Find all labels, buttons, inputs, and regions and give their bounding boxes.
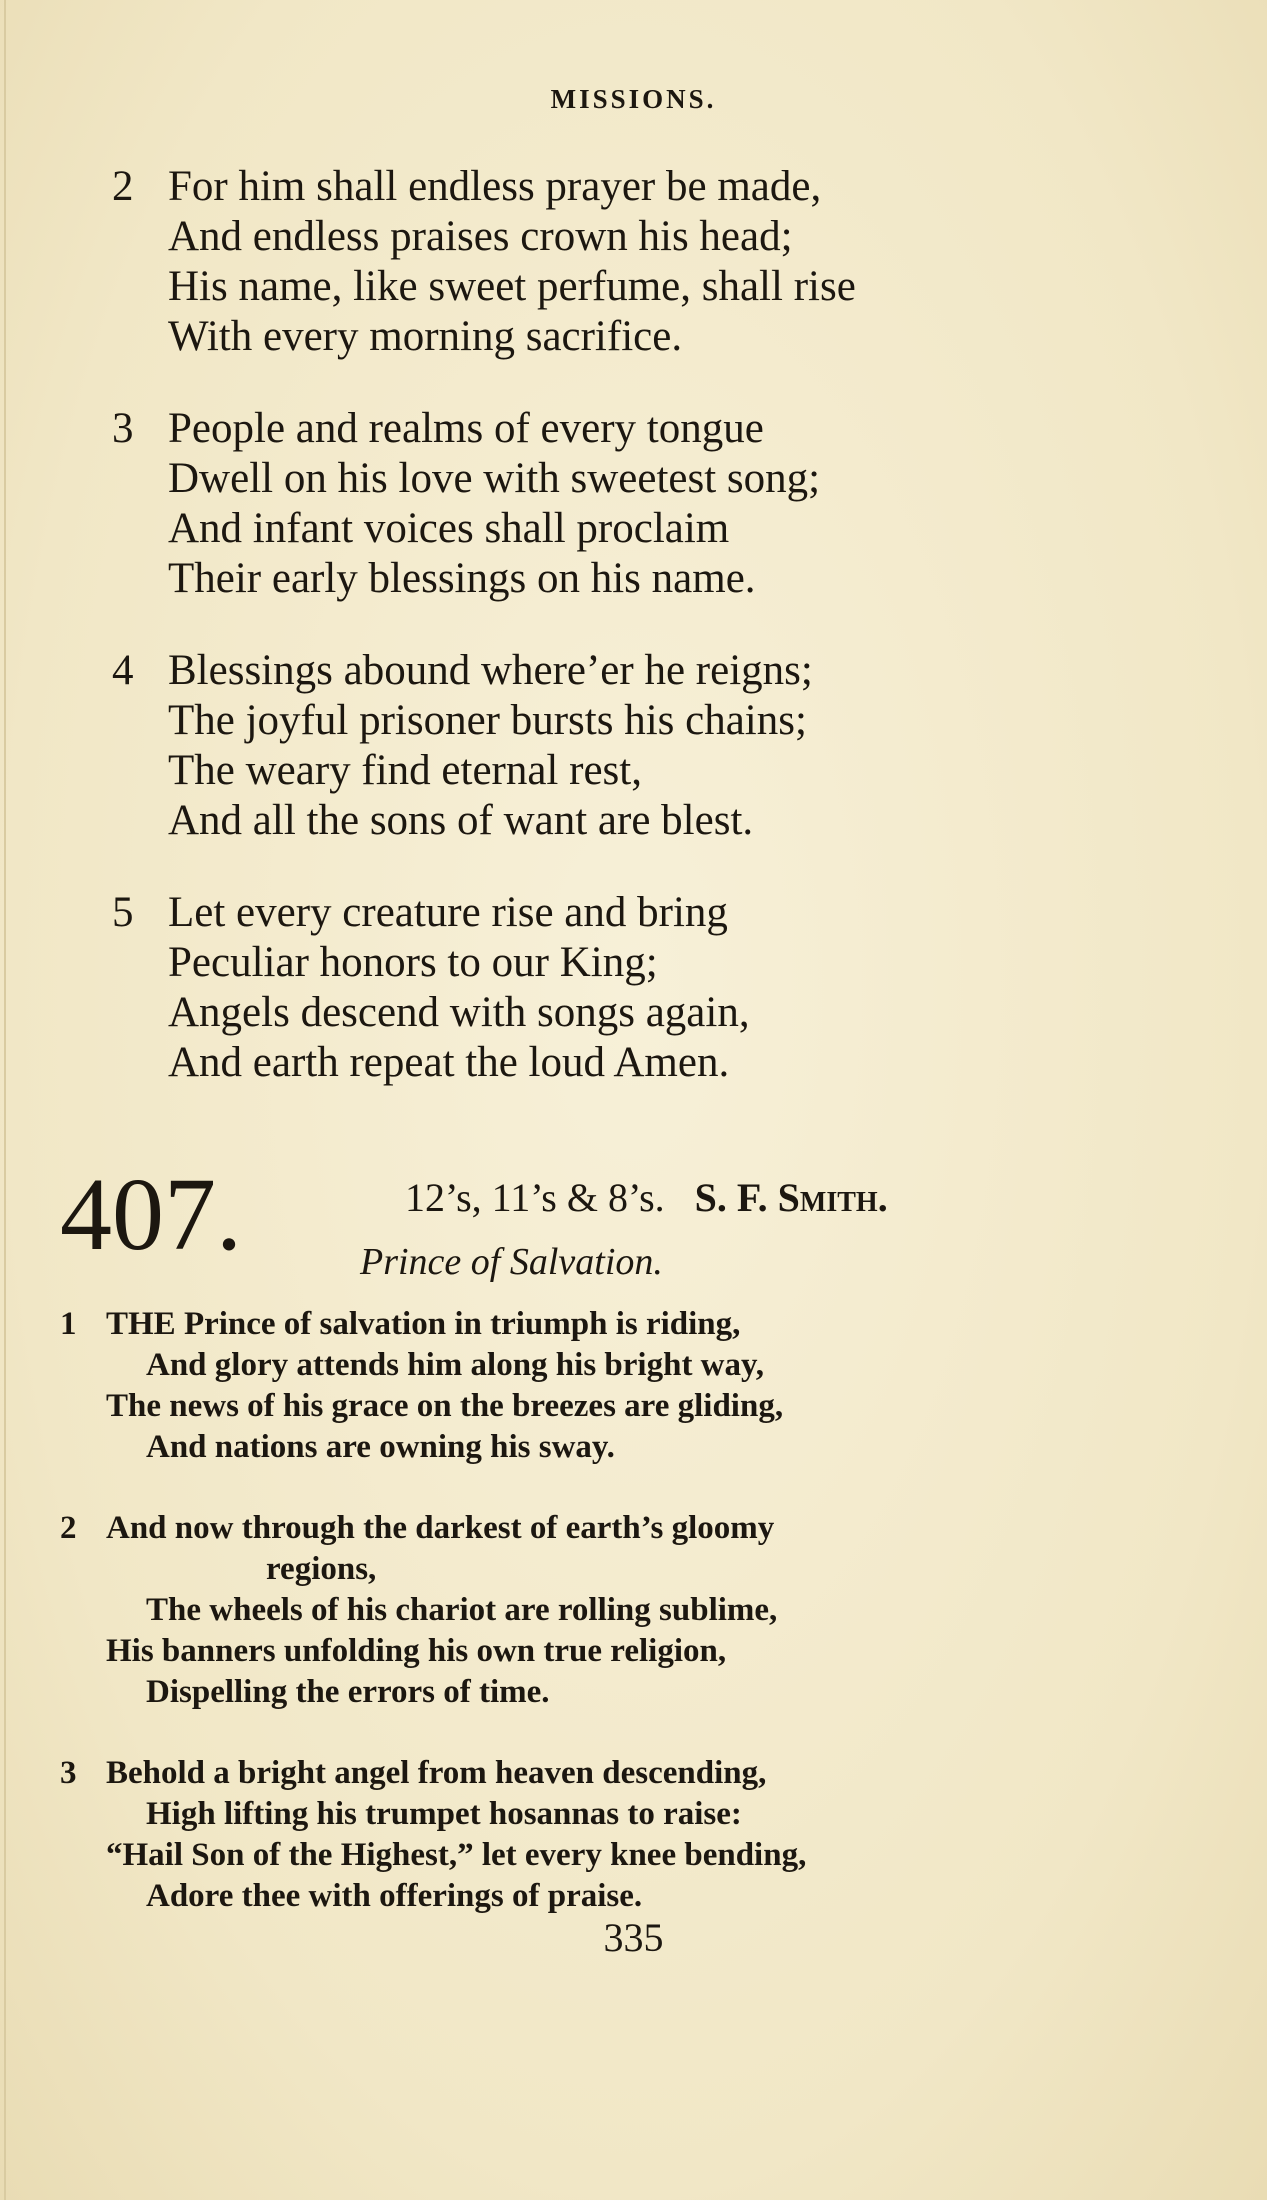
verse-line: 2 For him shall endless prayer be made, (112, 163, 822, 210)
verse-line: The joyful prisoner bursts his chains; (168, 697, 807, 744)
page-number: 335 (603, 1915, 664, 1960)
verse-line: 1 THE Prince of salvation in triumph is riding, (60, 1304, 1220, 1345)
verse-number: 4 (112, 647, 134, 694)
verse-number: 2 (60, 1510, 77, 1546)
verse-line: High lifting his trumpet hosannas to raise: (146, 1796, 742, 1832)
verse-line: Adore thee with offerings of praise. (146, 1878, 643, 1914)
verse-line: The news of his grace on the breezes are gliding, (106, 1388, 784, 1424)
verse-line: And nations are owning his sway. (146, 1429, 615, 1465)
stanza-5 (112, 888, 1192, 1088)
verse-line: The weary find eternal rest, (168, 747, 642, 794)
meter-author-line (405, 1174, 888, 1221)
stanza-1 (60, 1304, 1220, 1468)
verse-line: And infant voices shall proclaim (168, 505, 730, 552)
verse-line: 3 Behold a bright angel from heaven descending, (60, 1753, 1220, 1794)
hymn-title: Prince of Salvation. (360, 1241, 663, 1283)
verse-line: Their early blessings on his name. (168, 555, 756, 602)
hymn-407-header (60, 1157, 1220, 1310)
verse-number: 3 (112, 405, 134, 452)
stanza-2 (112, 162, 1192, 362)
verse-line: And endless praises crown his head; (168, 213, 793, 260)
running-head: MISSIONS. (550, 84, 717, 114)
hymn-406-continuation (112, 162, 1192, 1130)
verse-line: With every morning sacrifice. (168, 313, 683, 360)
verse-line: Dwell on his love with sweetest song; (168, 455, 821, 502)
verse-line: 3 People and realms of every tongue (112, 405, 764, 452)
stanza-2 (60, 1508, 1220, 1713)
verse-number: 3 (60, 1755, 77, 1791)
stanza-3 (112, 404, 1192, 604)
meter: 12’s, 11’s & 8’s. (405, 1175, 665, 1220)
verse-line: 2 And now through the darkest of earth’s gloomy (60, 1508, 1220, 1549)
verse-line: And glory attends him along his bright way, (146, 1347, 764, 1383)
verse-line: 5 Let every creature rise and bring (112, 889, 728, 936)
verse-line: Peculiar honors to our King; (168, 939, 658, 986)
verse-line: “Hail Son of the Highest,” let every knee bending, (106, 1837, 807, 1873)
verse-line: His name, like sweet perfume, shall rise (168, 263, 856, 310)
verse-line: The wheels of his chariot are rolling sublime, (146, 1592, 778, 1628)
verse-line: And all the sons of want are blest. (168, 797, 754, 844)
verse-number: 1 (60, 1306, 77, 1342)
hymn-407-text (60, 1304, 1220, 1957)
author: S. F. Smith. (694, 1175, 888, 1220)
page-edge (4, 0, 6, 2200)
verse-number: 5 (112, 889, 134, 936)
hymn-number: 407. (60, 1157, 242, 1272)
verse-line: regions, (266, 1551, 377, 1587)
verse-line: His banners unfolding his own true religion, (106, 1633, 727, 1669)
verse-line: And earth repeat the loud Amen. (168, 1039, 730, 1086)
stanza-3 (60, 1753, 1220, 1917)
stanza-4 (112, 646, 1192, 846)
verse-line: 4 Blessings abound where’er he reigns; (112, 647, 813, 694)
verse-line: Angels descend with songs again, (168, 989, 750, 1036)
verse-line: Dispelling the errors of time. (146, 1674, 550, 1710)
verse-number: 2 (112, 163, 134, 210)
